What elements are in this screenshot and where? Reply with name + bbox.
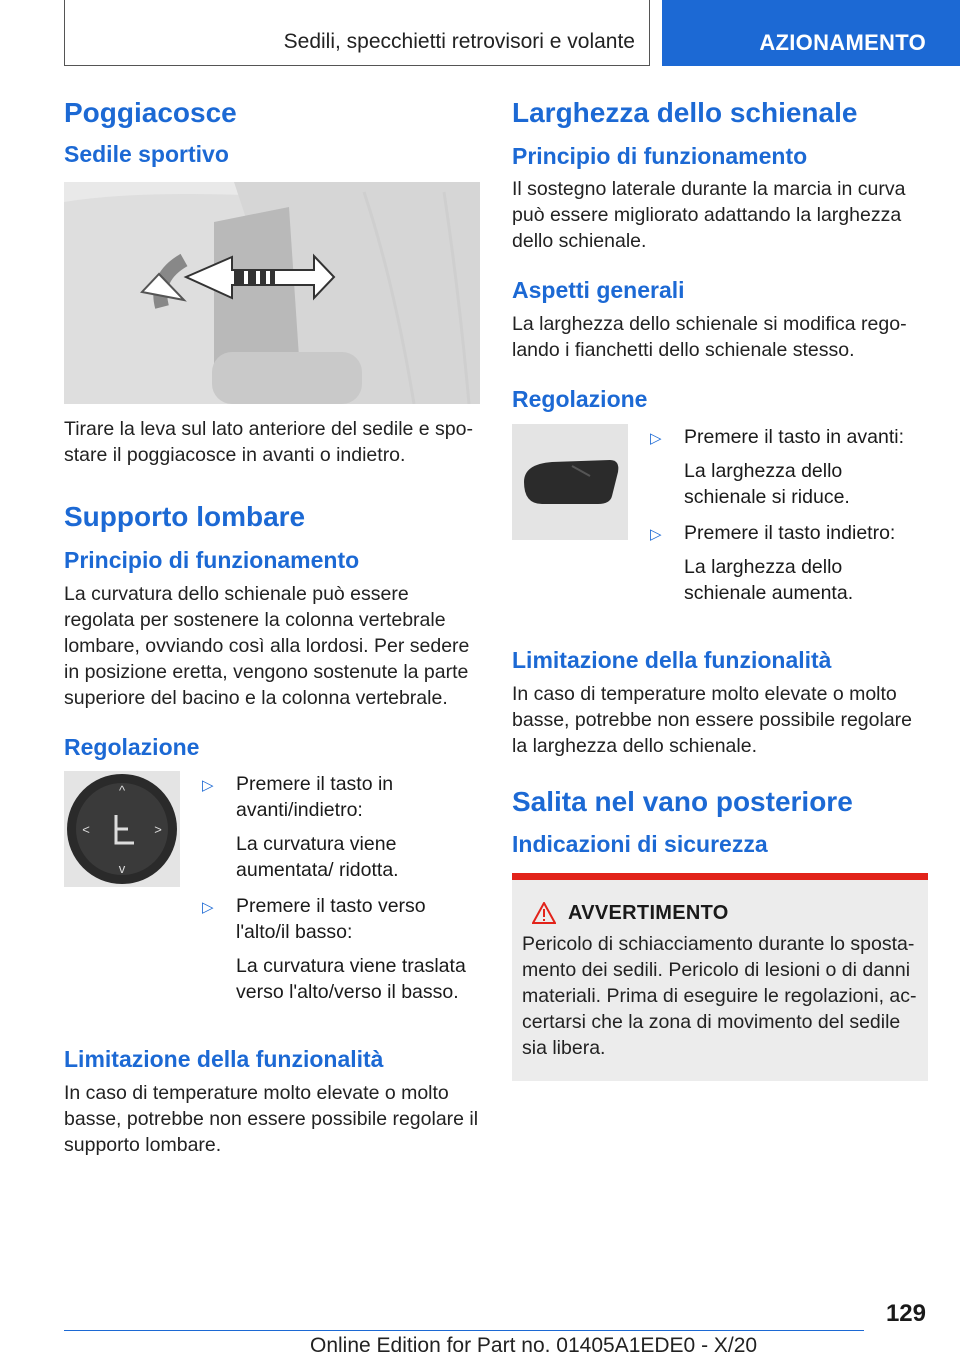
backrest-limit-text: In caso di temperature molto elevate o molto basse, potrebbe non essere possibile regolare la larghezza dello schienale. [512,682,913,757]
header-section-tab [64,0,650,66]
warning-content [512,880,928,1081]
backrest-principle-heading: Principio di funzionamento [512,142,808,169]
lumbar-principle-heading: Principio di funzionamento [64,546,360,573]
sport-seat-heading: Sedile sportivo [64,140,229,167]
thigh-support-image [64,182,480,404]
footer-edition-text: Online Edition for Part no. 01405A1EDE0 - X/20 [310,1334,758,1357]
svg-text:v: v [118,861,126,877]
list-item [202,893,480,1005]
backrest-action-2: Premere il tasto indietro: [684,521,896,544]
backrest-general-text: La larghezza dello schienale si modifica regolando i fianchetti dello schienale stesso. [512,313,907,362]
lumbar-switch-icon [64,771,180,887]
backrest-limit-heading: Limitazione della funzionalità [512,646,832,673]
backrest-switch-icon [512,424,628,540]
backrest-adjust-block [512,424,928,616]
header-chapter-tab[interactable] [662,0,960,66]
list-item [650,520,928,606]
bullet-triangle-icon: ▷ [650,525,662,543]
header-section-title: Sedili, specchietti retrovisori e volante [283,30,635,53]
safety-heading: Indicazioni di sicurezza [512,831,768,858]
footer-divider [64,1330,864,1331]
backrest-result-2: La larghezza dello schienale aumenta. [684,555,854,604]
list-item [202,771,480,883]
lumbar-adjust-heading: Regolazione [64,733,200,760]
thigh-support-illustration [64,182,480,404]
lumbar-button-image [64,771,180,887]
header-chapter-title: AZIONAMENTO [759,30,926,55]
warning-title: AVVERTIMENTO [568,901,729,924]
lumbar-action-2: Premere il tasto verso l'alto/il basso: [236,895,426,944]
backrest-adjust-list [650,424,928,616]
lumbar-action-1: Premere il tasto in avanti/indietro: [236,773,394,822]
backrest-result-1: La larghezza dello schienale si riduce. [684,459,850,508]
right-column [512,96,928,1081]
poggiacosce-text: Tirare la leva sul lato anteriore del sedile e spostare il poggiacosce in avanti o indietro. [64,418,473,467]
bullet-triangle-icon: ▷ [202,777,214,795]
backrest-adjust-heading: Regolazione [512,386,648,413]
lumbar-principle-text: La curvatura dello schienale può essere regolata per sostenere la colonna vertebrale lombare, ovviando così alla lordosi. Per sedere in posizione eretta, vengono sostenute la parte superiore del bacino e la colonna vertebrale. [64,582,470,709]
lumbar-adjust-block [64,771,480,1015]
backrest-action-1: Premere il tasto in avanti: [684,425,905,448]
bullet-triangle-icon: ▷ [650,429,662,447]
left-column [64,96,480,1158]
poggiacosce-title: Poggiacosce [64,97,237,128]
lumbar-limit-text: In caso di temperature molto elevate o molto basse, potrebbe non essere possibile regolare il supporto lombare. [64,1082,479,1157]
warning-box [512,873,928,1081]
lumbar-limit-heading: Limitazione della funzionalità [64,1046,384,1073]
lumbar-result-1: La curvatura viene aumentata/ ridotta. [236,833,399,882]
svg-text:^: ^ [118,783,126,799]
rear-access-title: Salita nel vano posteriore [512,785,853,817]
svg-text:>: > [154,822,162,838]
lumbar-title: Supporto lombare [64,501,306,533]
warning-text: Pericolo di schiacciamento durante lo spostamento dei sedili. Pericolo di lesioni o di danni materiali. Prima di eseguire le regolazioni, accertarsi che la zona di movimento del sedile sia libera. [522,932,917,1059]
warning-triangle-icon [532,902,556,924]
backrest-principle-text: Il sostegno laterale durante la marcia in curva può essere migliorato adattando la larghezza dello schienale. [512,178,906,253]
warning-header [522,902,918,925]
bullet-triangle-icon: ▷ [202,899,214,917]
lumbar-result-2: La curvatura viene traslata verso l'alto/verso il basso. [236,955,466,1004]
svg-text:<: < [82,822,90,838]
lumbar-adjust-list [202,771,480,1015]
warning-top-bar [512,873,928,880]
backrest-width-title: Larghezza dello schienale [512,97,858,128]
list-item [650,424,928,510]
backrest-button-image [512,424,628,540]
backrest-general-heading: Aspetti generali [512,277,685,304]
page-number: 129 [885,1300,926,1327]
